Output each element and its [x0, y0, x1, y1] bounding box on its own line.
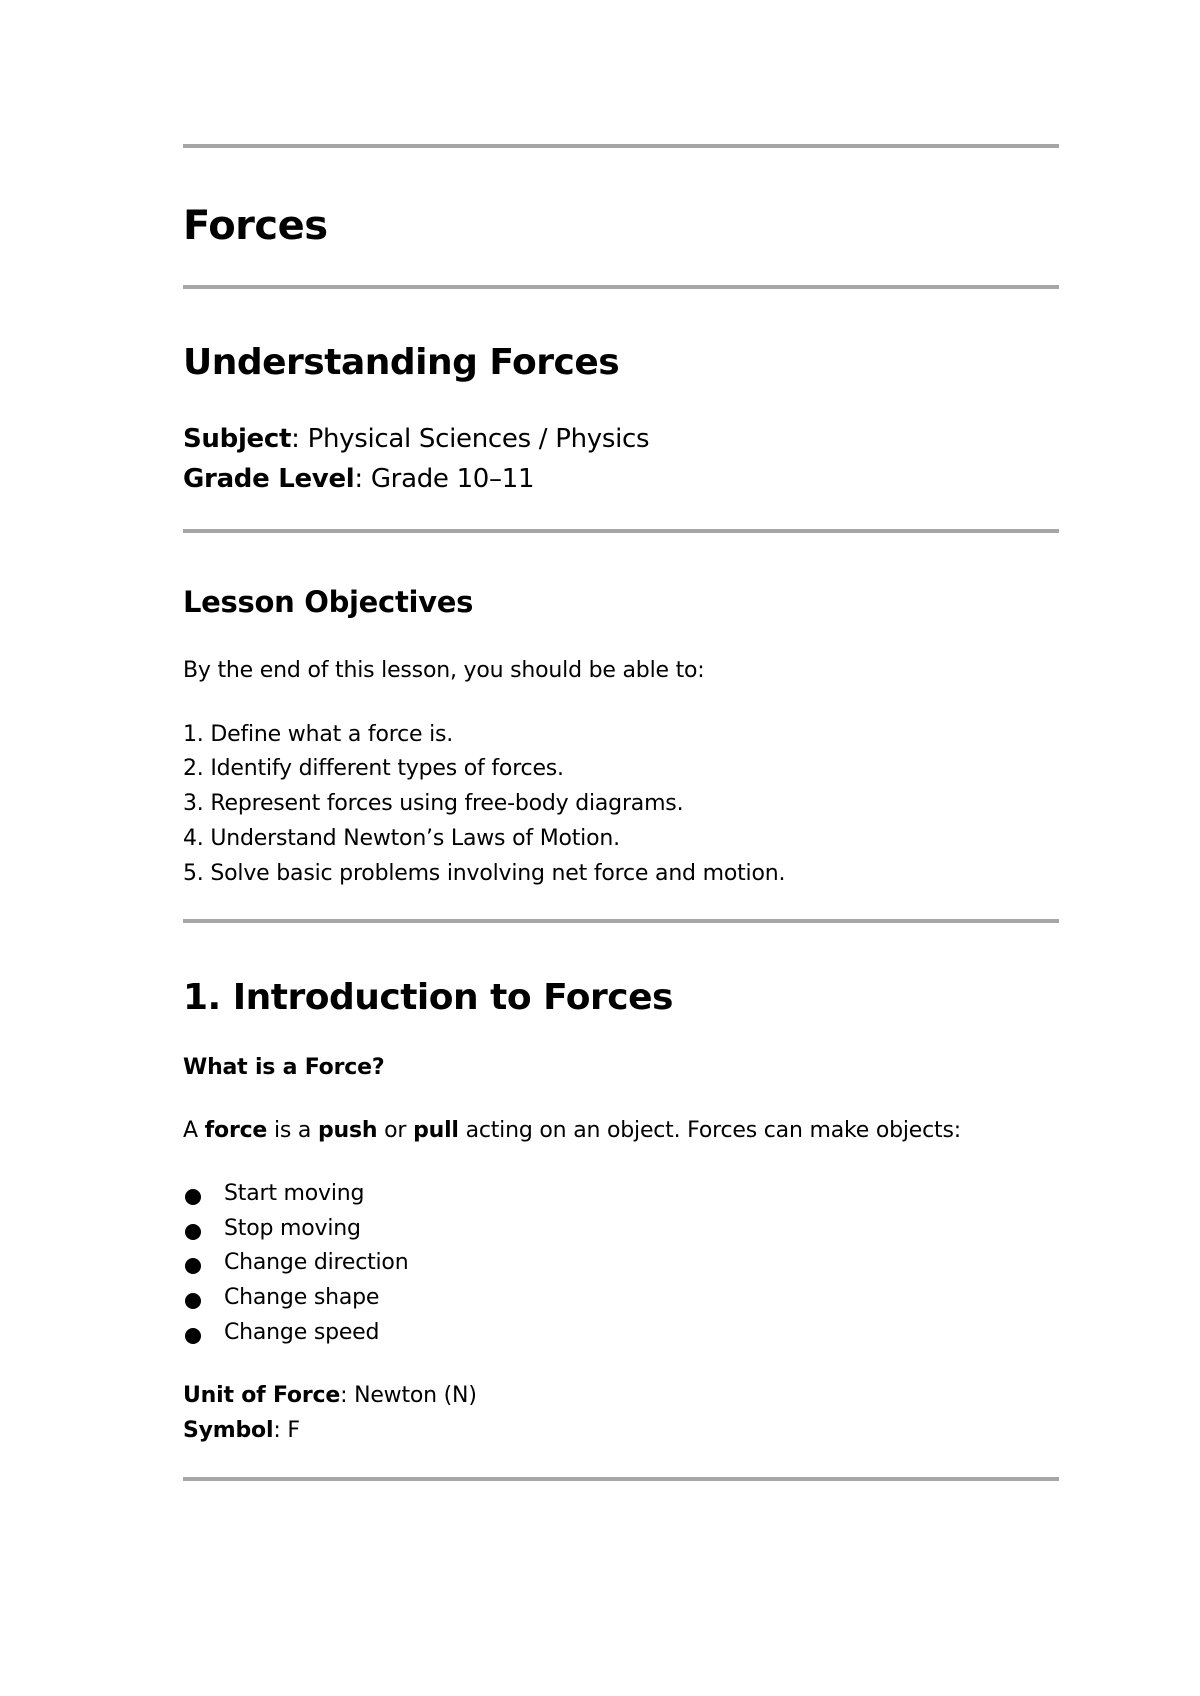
objective-item: 2. Identify different types of forces.	[183, 756, 564, 781]
definition-keyword: force	[204, 1118, 268, 1143]
objectives-intro: By the end of this lesson, you should be able to:	[183, 658, 705, 683]
bullet-item: Stop moving	[224, 1216, 361, 1241]
definition-keyword: pull	[413, 1118, 459, 1143]
definition-text: acting on an object. Forces can make objects:	[458, 1118, 961, 1143]
bullet-icon	[185, 1328, 201, 1344]
objective-item: 3. Represent forces using free-body diagrams.	[183, 791, 684, 816]
definition-text: or	[377, 1118, 414, 1143]
bullet-icon	[185, 1293, 201, 1309]
grade-line	[183, 464, 534, 494]
bullet-icon	[185, 1189, 201, 1205]
unit-label: Unit of Force	[183, 1383, 341, 1408]
objective-item: 4. Understand Newton’s Laws of Motion.	[183, 826, 620, 851]
symbol-label: Symbol	[183, 1418, 274, 1443]
intro-heading: 1. Introduction to Forces	[183, 977, 673, 1018]
definition-keyword: push	[318, 1118, 378, 1143]
bullet-item: Change direction	[224, 1250, 409, 1275]
definition-text: A	[183, 1118, 205, 1143]
bullet-icon	[185, 1258, 201, 1274]
grade-label: Grade Level	[183, 464, 355, 494]
bullet-item: Change shape	[224, 1285, 380, 1310]
bullet-item: Start moving	[224, 1181, 365, 1206]
grade-value: : Grade 10–11	[354, 464, 535, 494]
horizontal-rule	[183, 919, 1059, 923]
bullet-icon	[185, 1224, 201, 1240]
document-title: Forces	[183, 203, 328, 249]
section-heading: Understanding Forces	[183, 342, 620, 383]
horizontal-rule	[183, 285, 1059, 289]
force-definition	[183, 1118, 961, 1143]
subject-line	[183, 424, 649, 454]
bullet-item: Change speed	[224, 1320, 380, 1345]
unit-value: : Newton (N)	[340, 1383, 477, 1408]
horizontal-rule	[183, 529, 1059, 533]
horizontal-rule	[183, 1477, 1059, 1481]
objective-item: 1. Define what a force is.	[183, 722, 454, 747]
horizontal-rule	[183, 144, 1059, 148]
symbol-line	[183, 1418, 300, 1443]
symbol-value: : F	[273, 1418, 300, 1443]
objective-item: 5. Solve basic problems involving net force and motion.	[183, 861, 786, 886]
subject-value: : Physical Sciences / Physics	[291, 424, 650, 454]
intro-subheading: What is a Force?	[183, 1055, 385, 1080]
unit-line	[183, 1383, 477, 1408]
subject-label: Subject	[183, 424, 292, 454]
definition-text: is a	[267, 1118, 318, 1143]
objectives-heading: Lesson Objectives	[183, 585, 474, 619]
